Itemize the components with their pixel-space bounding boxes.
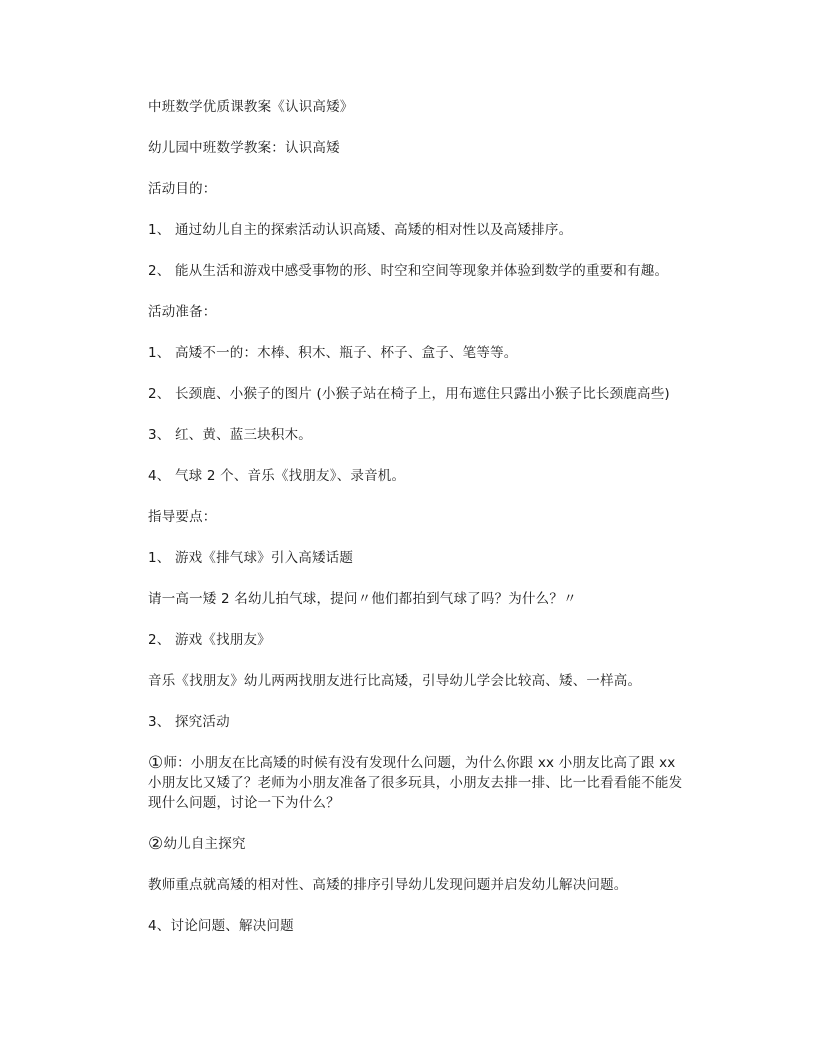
circled-number-mark: ② (148, 834, 164, 854)
document-subtitle: 幼儿园中班数学教案：认识高矮 (148, 140, 340, 156)
step-text: 音乐《找朋友》幼儿两两找朋友进行比高矮，引导幼儿学会比较高、矮、一样高。 (148, 673, 642, 689)
goal-item: 1、 通过幼儿自主的探索活动认识高矮、高矮的相对性以及高矮排序。 (148, 222, 573, 238)
step3-item-1-text: 师：小朋友在比高矮的时候有没有发现什么问题，为什么你跟 xx 小朋友比高了跟 xx 小朋友比又矮了？老师为小朋友准备了很多玩具，小朋友去排一排、比一比看看能不能发现什么问题，讨论一下为什么？ (148, 755, 683, 811)
step3-item-2 (148, 834, 688, 854)
step-title: 1、 游戏《排气球》引入高矮话题 (148, 550, 354, 566)
goals-heading: 活动目的： (148, 181, 217, 197)
step-title: 3、 探究活动 (148, 714, 230, 730)
prep-item: 3、 红、黄、蓝三块积木。 (148, 427, 312, 443)
circled-number-mark: ① (148, 753, 164, 773)
prep-item: 4、 气球 2 个、音乐《找朋友》、录音机。 (148, 468, 406, 484)
step3-item-1 (120, 753, 688, 813)
prep-item: 2、 长颈鹿、小猴子的图片 (小猴子站在椅子上，用布遮住只露出小猴子比长颈鹿高些) (148, 386, 670, 402)
step-title: 4、讨论问题、解决问题 (148, 918, 294, 934)
step-text: 教师重点就高矮的相对性、高矮的排序引导幼儿发现问题并启发幼儿解决问题。 (148, 877, 628, 893)
step-text: 请一高一矮 2 名幼儿拍气球，提问〃他们都拍到气球了吗？为什么？〃 (148, 591, 577, 607)
prep-item: 1、 高矮不一的：木棒、积木、瓶子、杯子、盒子、笔等等。 (148, 345, 518, 361)
prep-heading: 活动准备： (148, 304, 217, 320)
guide-heading: 指导要点： (148, 509, 217, 525)
goal-item: 2、 能从生活和游戏中感受事物的形、时空和空间等现象并体验到数学的重要和有趣。 (148, 263, 669, 279)
document-title: 中班数学优质课教案《认识高矮》 (148, 99, 354, 115)
document-body (148, 97, 688, 936)
step-title: 2、 游戏《找朋友》 (148, 632, 271, 648)
step3-item-2-text: 幼儿自主探究 (163, 836, 246, 852)
